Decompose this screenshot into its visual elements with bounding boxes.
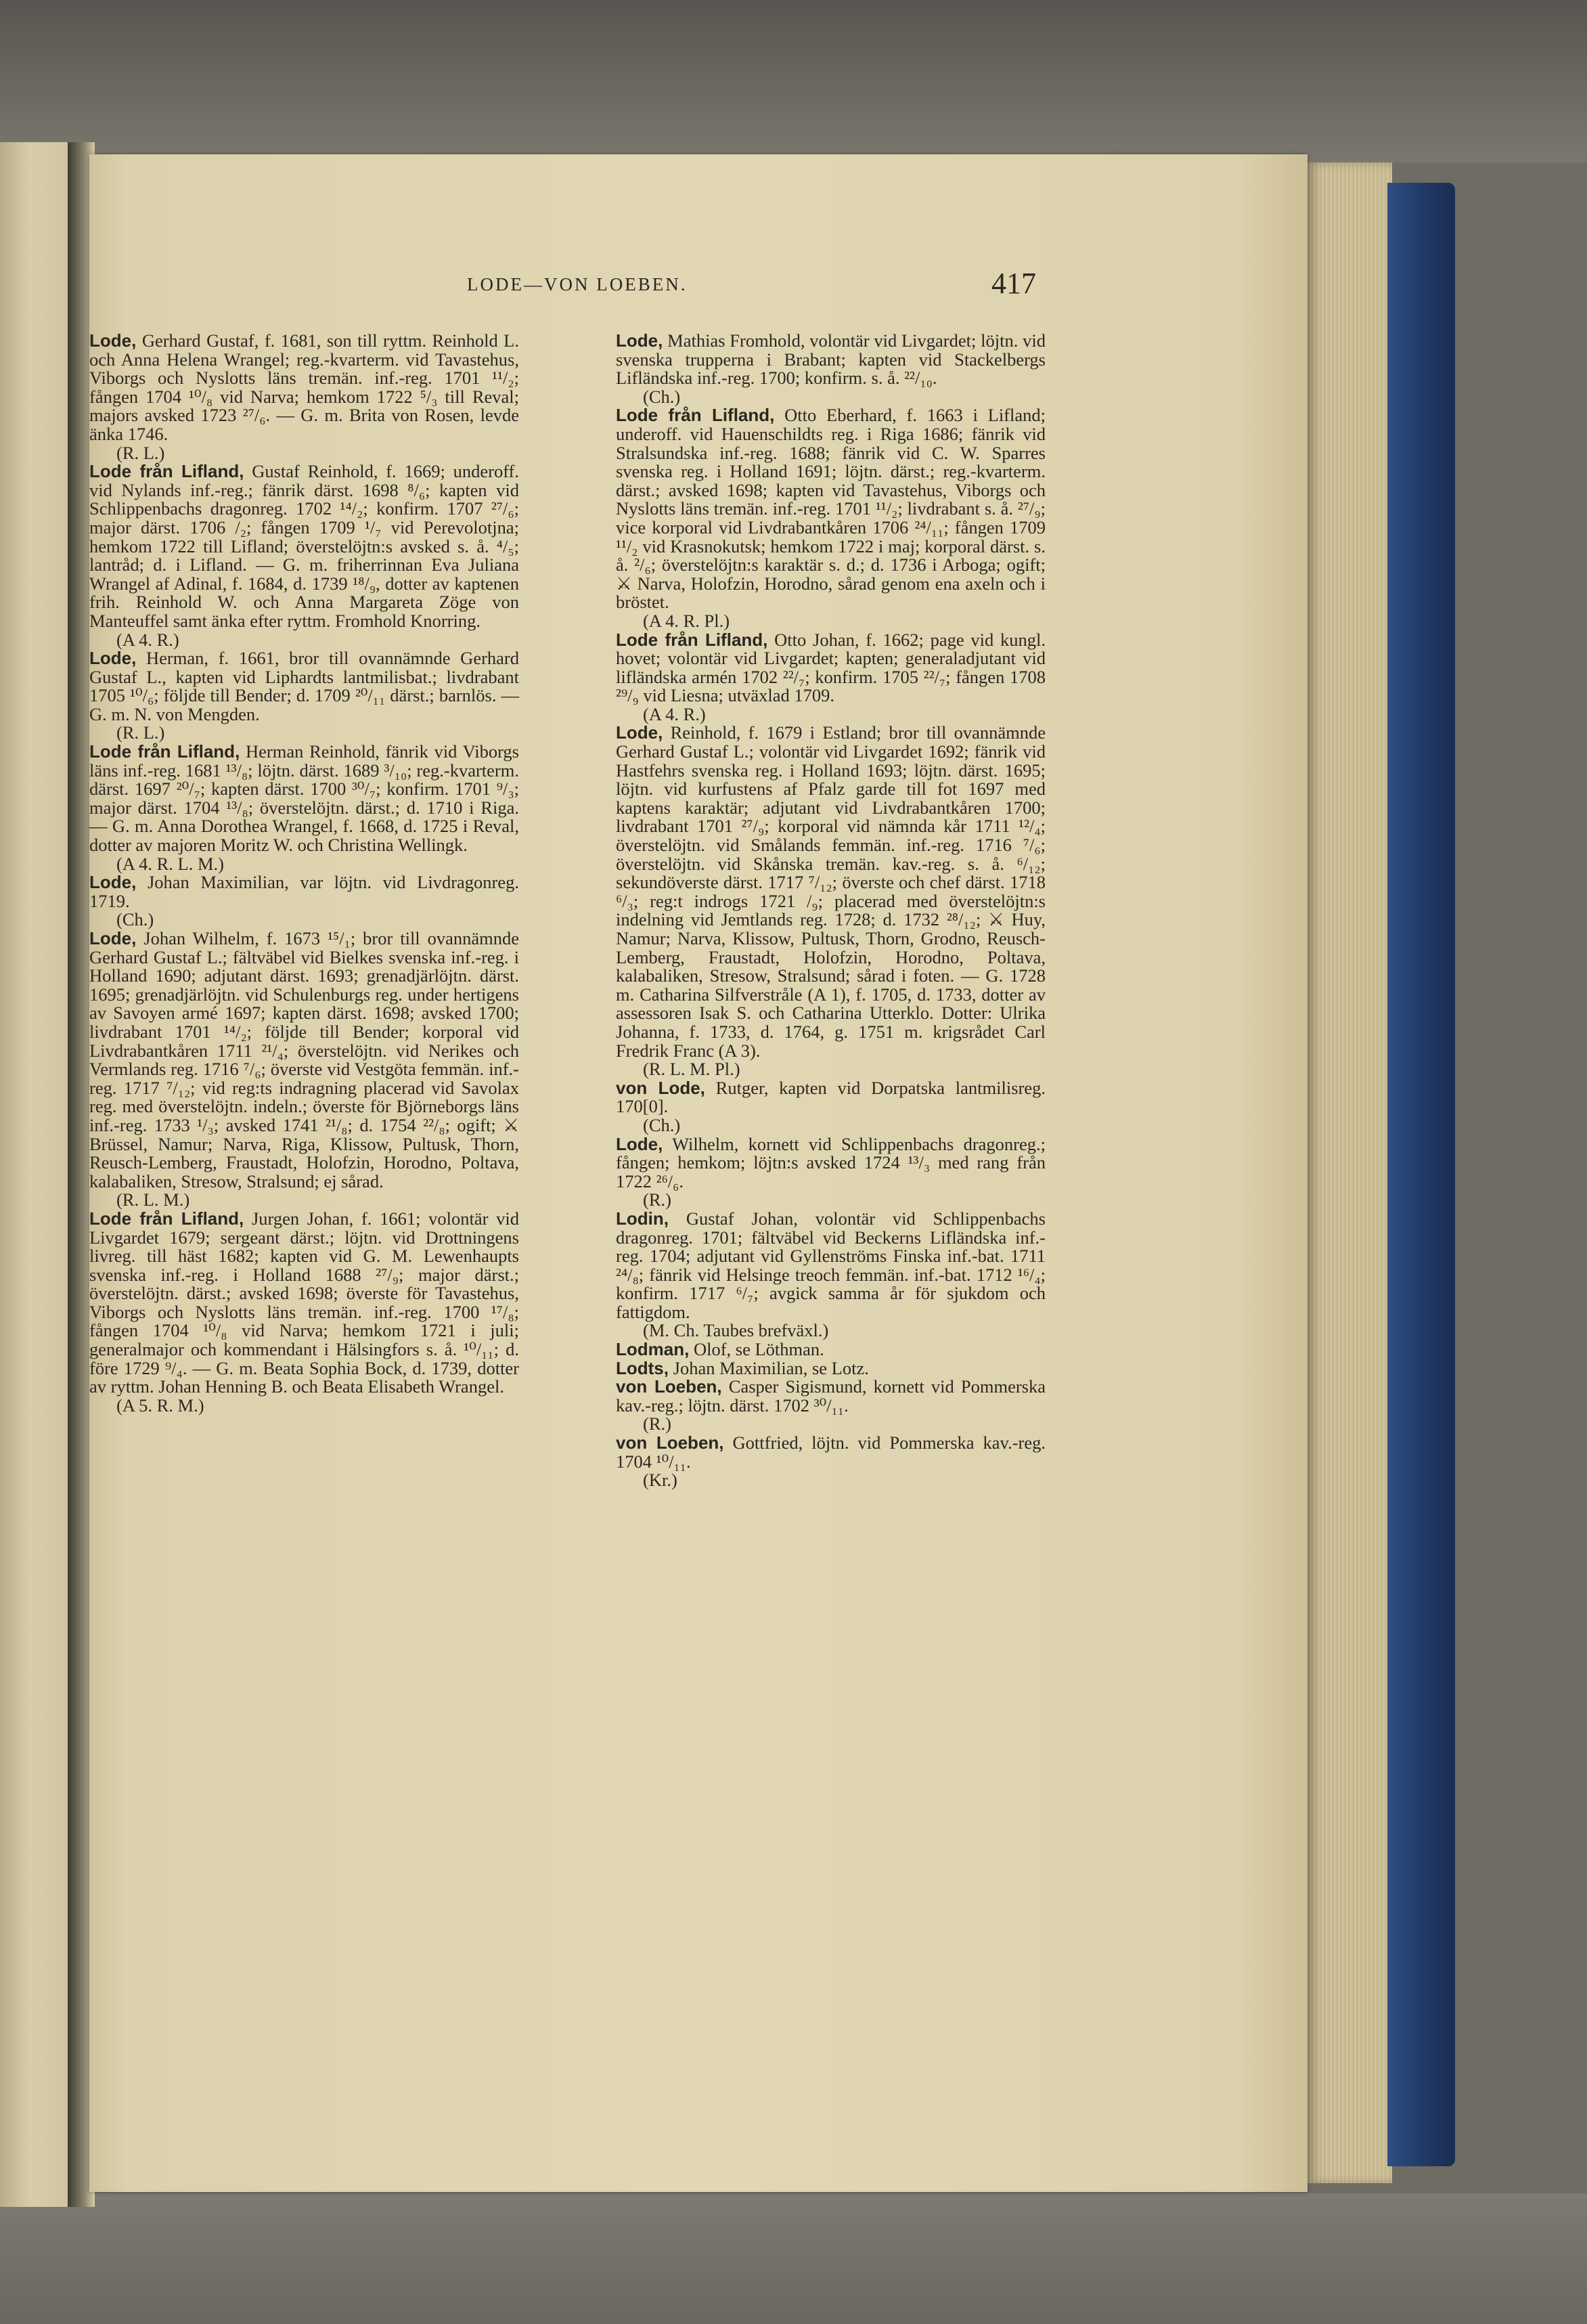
- entry-text: Gottfried, löjtn. vid Pommerska kav.-reg. 1704 ¹⁰/₁₁.: [616, 1432, 1046, 1472]
- register-entry: [616, 1378, 1046, 1434]
- register-entry: [616, 1434, 1046, 1490]
- entry-name: Lode från Lifland,: [89, 461, 244, 482]
- book-cover: [1387, 183, 1455, 2166]
- entry-source: (Ch.): [643, 1114, 681, 1135]
- entry-text: Otto Johan, f. 1662; page vid kungl. hovet; volontär vid Livgardet; kapten; generaladjutant vid lifländska armén 1702 ²²/₇; konfirm. 1705 ²²/₇; fången 1708 ²⁹/₉ vid Liesna; utväxlad 1709.: [616, 629, 1046, 706]
- page-number: 417: [991, 267, 1036, 300]
- register-entry: [89, 743, 519, 873]
- entry-text: Casper Sigismund, kornett vid Pommerska kav.-reg.; löjtn. därst. 1702 ³⁰/₁₁.: [616, 1376, 1046, 1416]
- entry-source: (R. L.): [116, 442, 165, 463]
- previous-page-edge: [0, 142, 74, 2207]
- entry-name: Lode från Lifland,: [616, 629, 768, 650]
- entry-source: (R. L.): [116, 722, 165, 743]
- entry-text: Mathias Fromhold, volontär vid Livgardet; löjtn. vid svenska trupperna i Brabant; kapten vid Stackelbergs Lifländska inf.-reg. 1700; konfirm. s. å. ²²/₁₀.: [616, 330, 1046, 389]
- register-entry: [89, 332, 519, 462]
- entry-text: Gerhard Gustaf, f. 1681, son till ryttm. Reinhold L. och Anna Helena Wrangel; reg.-kvarterm. vid Tavastehus, Viborgs och Nyslotts läns tremän. inf.-reg. 1701 ¹¹/₂; fången 1704 ¹⁰/₈ vid Narva; hemkom 1722 ⁵/₃ till Reval; majors avsked 1723 ²⁷/₆. — G. m. Brita von Rosen, levde änka 1746.: [89, 330, 519, 444]
- entry-name: Lodman,: [616, 1339, 690, 1360]
- entry-name: Lode,: [616, 330, 663, 351]
- page-header: [88, 267, 1103, 315]
- entry-source: (Ch.): [643, 386, 681, 407]
- register-entry: [616, 631, 1046, 724]
- entry-name: Lode,: [616, 722, 663, 743]
- entry-source: (A 4. R. L. M.): [116, 853, 224, 874]
- entry-name: Lode,: [89, 330, 137, 351]
- entry-name: von Loeben,: [616, 1432, 724, 1453]
- register-entry: [616, 1210, 1046, 1340]
- background-bottom: [0, 2193, 1587, 2324]
- entry-name: von Loeben,: [616, 1376, 722, 1397]
- entry-text: Reinhold, f. 1679 i Estland; bror till ovannämnde Gerhard Gustaf L.; volontär vid Livgardet 1692; fänrik vid Hastfehrs svenska reg. i Holland 1693; löjtn. därst. 1695; löjtn. vid kurfustens af Pfalz garde till fot 1697 med kaptens karaktär; adjutant vid Livdrabantkåren 1700; livdrabant 1701 ²⁷/₉; korporal vid nämnda kår 1711 ¹²/₄; överstelöjtn. vid Smålands femmän. inf.-reg. 1716 ⁷/₆; överstelöjtn. vid Skånska tremän. kav.-reg. s. å. ⁶/₁₂; sekundöverste därst. 1717 ⁷/₁₂; överste och chef därst. 1718 ⁶/₃; reg:t indrogs 1721 /₉; placerad med överstelöjtn:s indelning vid Jemtlands reg. 1728; d. 1732 ²⁸/₁₂; ⚔ Huy, Namur; Narva, Klissow, Pultusk, Thorn, Grodno, Reusch-Lemberg, Fraustadt, Holofzin, Horodno, Poltava, kalabaliken, Stresow, Stralsund; sårad i foten. — G. 1728 m. Catharina Silfverstråle (A 1), f. 1705, d. 1733, dotter av assessoren Isak S. och Catharina Utterklo. Dotter: Ulrika Johanna, f. 1733, d. 1764, g. 1751 m. krigsrådet Carl Fredrik Franc (A 3).: [616, 722, 1046, 1061]
- entry-name: Lodin,: [616, 1208, 669, 1229]
- entry-name: Lode,: [89, 928, 137, 948]
- entry-name: Lode,: [89, 872, 137, 893]
- left-column: [89, 332, 519, 1415]
- entry-name: Lode från Lifland,: [89, 1208, 244, 1229]
- entry-text: Herman, f. 1661, bror till ovannämnde Gerhard Gustaf L., kapten vid Liphardts lantmilisbat.; livdrabant 1705 ¹⁰/₆; följde till Bender; d. 1709 ²⁰/₁₁ därst.; barnlös. — G. m. N. von Mengden.: [89, 648, 519, 724]
- entry-text: Otto Eberhard, f. 1663 i Lifland; underoff. vid Hauenschildts reg. i Riga 1686; fänrik vid Stralsundska inf.-reg. 1688; fänrik vid C. W. Sparres svenska reg. i Holland 1691; löjtn. därst.; reg.-kvarterm. därst.; avsked 1698; kapten vid Tavastehus, Viborgs och Nyslotts läns tremän. inf.-reg. 1701 ¹¹/₂; livdrabant s. å. ²⁷/₉; vice korporal vid Livdrabantkåren 1706 ²⁴/₁₁; fången 1709 ¹¹/₂ vid Krasnokutsk; hemkom 1722 i maj; korporal därst. s. å. ²/₆; överstelöjtn:s karaktär s. d.; d. 1736 i Arboga; ogift; ⚔ Narva, Holofzin, Horodno, sårad genom ena axeln och i bröstet.: [616, 405, 1046, 613]
- entry-source: (A 4. R.): [116, 629, 179, 650]
- entry-name: Lode,: [89, 648, 137, 669]
- entry-name: Lodts,: [616, 1357, 669, 1378]
- register-entry: [89, 1210, 519, 1416]
- register-entry: [89, 873, 519, 929]
- register-entry: [616, 1135, 1046, 1210]
- register-entry: [616, 406, 1046, 630]
- right-column: [616, 332, 1046, 1490]
- entry-source: (R. L. M.): [116, 1189, 190, 1210]
- entry-text: Gustaf Reinhold, f. 1669; underoff. vid Nylands inf.-reg.; fänrik därst. 1698 ⁸/₆; kapten vid Schlippenbachs dragonreg. 1702 ¹⁴/₂; konfirm. 1707 ²⁷/₆; major därst. 1706 /₂; fången 1709 ¹/₇ vid Perevolotjna; hemkom 1722 till Lifland; överstelöjtn:s avsked s. å. ⁴/₅; lantråd; d. i Lifland. — G. m. friherrinnan Eva Juliana Wrangel af Adinal, f. 1684, d. 1739 ¹⁸/₉, dotter av kaptenen frih. Reinhold W. och Anna Margareta Zöge von Manteuffel samt änka efter ryttm. Fromhold Knorring.: [89, 461, 519, 631]
- entry-text: Gustaf Johan, volontär vid Schlippenbachs dragonreg. 1701; fältväbel vid Beckerns Lifländska inf.-reg. 1704; adjutant vid Gyllenströms Finska inf.-bat. 1711 ²⁴/₈; fänrik vid Helsinge treoch femmän. inf.-bat. 1712 ¹⁶/₄; konfirm. 1717 ⁶/₇; avgick samma år för sjukdom och fattigdom.: [616, 1208, 1046, 1322]
- running-head: LODE—VON LOEBEN.: [467, 274, 688, 294]
- entry-name: Lode från Lifland,: [616, 405, 775, 426]
- entry-text: Wilhelm, kornett vid Schlippenbachs dragonreg.; fången; hemkom; löjtn:s avsked 1724 ¹³/₃ med rang från 1722 ²⁶/₆.: [616, 1133, 1046, 1191]
- register-entry: [89, 462, 519, 649]
- entry-source: (Kr.): [643, 1470, 677, 1491]
- entry-name: von Lode,: [616, 1077, 705, 1098]
- entry-text: Johan Maximilian, se Lotz.: [669, 1357, 869, 1378]
- entry-text: Olof, se Löthman.: [689, 1339, 824, 1360]
- entry-text: Rutger, kapten vid Dorpatska lantmilisreg. 170[0].: [616, 1077, 1046, 1117]
- register-entry: [89, 929, 519, 1210]
- entry-source: (R.): [643, 1413, 671, 1434]
- background-top: [0, 0, 1587, 162]
- entry-name: Lode,: [616, 1133, 663, 1154]
- register-entry: [616, 724, 1046, 1078]
- entry-source: (Ch.): [116, 909, 154, 930]
- entry-name: Lode från Lifland,: [89, 741, 240, 762]
- page-block-edges: [1307, 162, 1392, 2183]
- entry-source: (A 4. R.): [643, 703, 706, 724]
- entry-source: (A 5. R. M.): [116, 1395, 204, 1416]
- entry-source: (R. L. M. Pl.): [643, 1059, 740, 1080]
- register-entry: [616, 1079, 1046, 1135]
- entry-source: (A 4. R. Pl.): [643, 610, 730, 631]
- entry-text: Jurgen Johan, f. 1661; volontär vid Livgardet 1679; sergeant därst.; löjtn. vid Drottningens livreg. till häst 1682; kapten vid G. M. Lewenhaupts svenska inf.-reg. i Holland 1688 ²⁷/₉; major därst.; överstelöjtn. därst.; avsked 1698; överste för Tavastehus, Viborgs och Nyslotts läns tremän. inf.-reg. 1700 ¹⁷/₈; fången 1704 ¹⁰/₈ vid Narva; hemkom 1721 i juli; generalmajor och kommendant i Hälsingfors s. å. ¹⁰/₁₁; d. före 1729 ⁹/₄. — G. m. Beata Sophia Bock, d. 1739, dotter av ryttm. Johan Henning B. och Beata Elisabeth Wrangel.: [89, 1208, 520, 1397]
- register-entry: [89, 649, 519, 743]
- register-entry: [616, 1340, 1046, 1359]
- entry-source: (M. Ch. Taubes brefväxl.): [643, 1320, 829, 1341]
- entry-text: Herman Reinhold, fänrik vid Viborgs läns inf.-reg. 1681 ¹³/₈; löjtn. därst. 1689 ³/₁₀; reg.-kvarterm. därst. 1697 ²⁰/₇; kapten därst. 1700 ³⁰/₇; konfirm. 1701 ⁹/₃; major därst. 1704 ¹³/₈; överstelöjtn. därst.; d. 1710 i Riga. — G. m. Anna Dorothea Wrangel, f. 1668, d. 1725 i Reval, dotter av majoren Moritz W. och Christina Wellingk.: [89, 741, 519, 856]
- register-entry: [616, 332, 1046, 406]
- entry-text: Johan Wilhelm, f. 1673 ¹⁵/₁; bror till ovannämnde Gerhard Gustaf L.; fältväbel vid Bielkes svenska inf.-reg. i Holland 1690; adjutant därst. 1693; grenadjärlöjtn. därst. 1695; grenadjärlöjtn. vid Schulenburgs reg. under hertigens av Savoyen armé 1697; kapten därst. 1698; avsked 1700; livdrabant 1701 ¹⁴/₂; följde till Bender; korporal vid Livdrabantkåren 1711 ²¹/₄; överstelöjtn. vid Nerikes och Vermlands reg. 1716 ⁷/₆; överste vid Vestgöta femmän. inf.-reg. 1717 ⁷/₁₂; vid reg:ts indragning placerad vid Savolax reg. med överstelöjtn. indeln.; överste för Björneborgs läns inf.-reg. 1733 ¹/₃; avsked 1741 ²¹/₈; d. 1754 ²²/₈; ogift; ⚔ Brüssel, Namur; Narva, Riga, Klissow, Pultusk, Thorn, Reusch-Lemberg, Fraustadt, Holofzin, Horodno, Poltava, kalabaliken, Stresow, Stralsund; ej sårad.: [89, 928, 519, 1191]
- entry-text: Johan Maximilian, var löjtn. vid Livdragonreg. 1719.: [89, 872, 519, 911]
- entry-source: (R.): [643, 1189, 671, 1210]
- register-entry: [616, 1359, 1046, 1378]
